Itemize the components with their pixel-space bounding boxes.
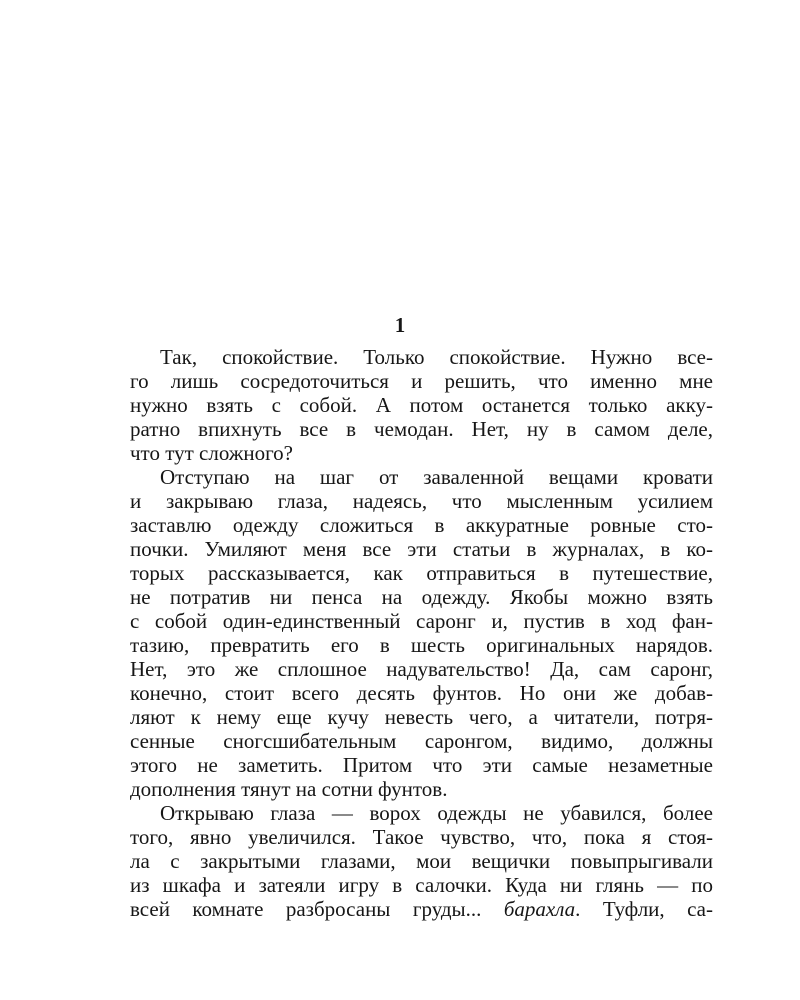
paragraph-3 bbox=[130, 801, 713, 921]
text-line: ла с закрытыми глазами, мои вещички повыпрыгивали bbox=[130, 849, 713, 873]
text-line: торых рассказывается, как отправиться в путешествие, bbox=[130, 561, 713, 585]
text-line: этого не заметить. Притом что эти самые незаметные bbox=[130, 753, 713, 777]
text-line: ляют к нему еще кучу невесть чего, а читатели, потря- bbox=[130, 705, 713, 729]
text-line: заставлю одежду сложиться в аккуратные ровные сто- bbox=[130, 513, 713, 537]
text-line: с собой один-единственный саронг и, пустив в ход фан- bbox=[130, 609, 713, 633]
text-line: дополнения тянут на сотни фунтов. bbox=[130, 777, 448, 801]
text-line: Так, спокойствие. Только спокойствие. Нужно все- bbox=[160, 345, 713, 369]
paragraph-1 bbox=[130, 345, 713, 465]
italic-word: барахла bbox=[503, 897, 576, 921]
text-line: го лишь сосредоточиться и решить, что именно мне bbox=[130, 369, 713, 393]
text-line: почки. Умиляют меня все эти статьи в журналах, в ко- bbox=[130, 537, 713, 561]
text-line: Нет, это же сплошное надувательство! Да, сам саронг, bbox=[130, 657, 713, 681]
text-line: ратно впихнуть все в чемодан. Нет, ну в самом деле, bbox=[130, 417, 713, 441]
text-line: нужно взять с собой. А потом останется только акку- bbox=[130, 393, 713, 417]
chapter-number: 1 bbox=[394, 313, 406, 337]
text-line: и закрываю глаза, надеясь, что мысленным усилием bbox=[130, 489, 713, 513]
text-line: что тут сложного? bbox=[130, 441, 293, 465]
text-line: конечно, стоит всего десять фунтов. Но они же добав- bbox=[130, 681, 713, 705]
text-line: того, явно увеличился. Такое чувство, что, пока я стоя- bbox=[130, 825, 713, 849]
text-line: из шкафа и затеяли игру в салочки. Куда ни глянь — по bbox=[130, 873, 713, 897]
text-block bbox=[130, 345, 713, 921]
text-line-mixed bbox=[130, 897, 713, 921]
text-run: всей комнате разбросаны груды... bbox=[130, 897, 504, 921]
text-line: тазию, превратить его в шесть оригинальных нарядов. bbox=[130, 633, 713, 657]
text-run: . Туфли, са- bbox=[575, 897, 713, 921]
paragraph-2 bbox=[130, 465, 713, 801]
text-line: не потратив ни пенса на одежду. Якобы можно взять bbox=[130, 585, 713, 609]
text-line: сенные сногсшибательным саронгом, видимо, должны bbox=[130, 729, 713, 753]
text-line: Открываю глаза — ворох одежды не убавился, более bbox=[160, 801, 713, 825]
text-line: Отступаю на шаг от заваленной вещами кровати bbox=[160, 465, 713, 489]
